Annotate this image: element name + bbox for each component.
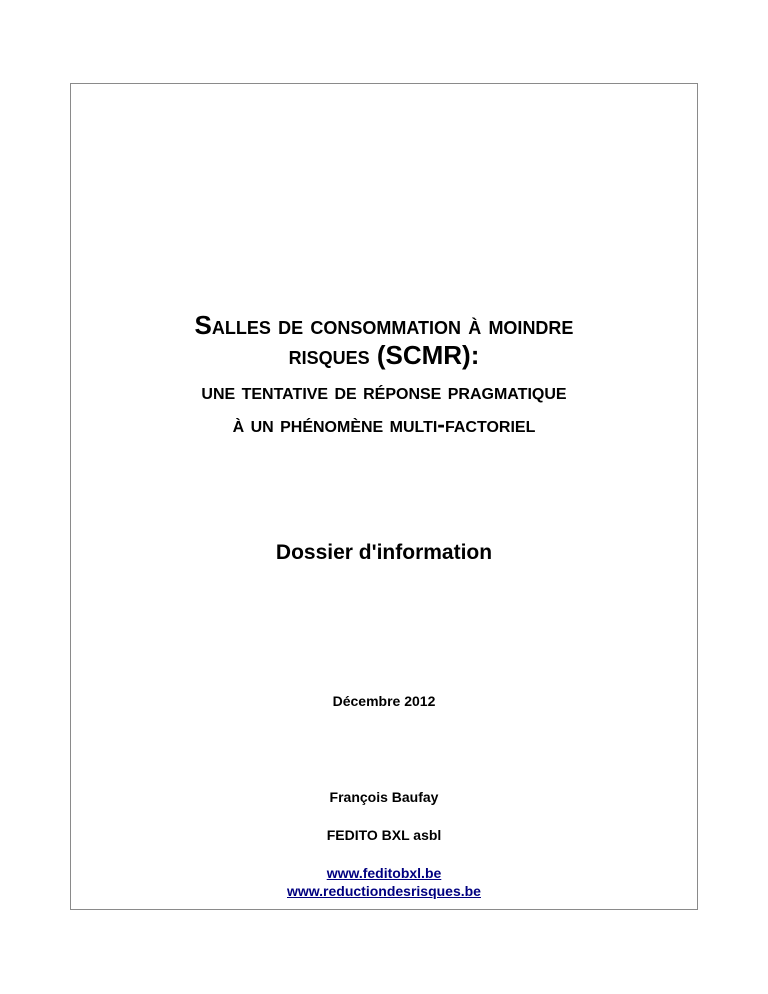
title-line-2: risques (SCMR): (288, 340, 480, 370)
title-line-4: à un phénomène multi-factoriel (232, 411, 536, 437)
publication-date: Décembre 2012 (332, 693, 436, 709)
title-line-1: Salles de consommation à moindre (194, 310, 574, 340)
title-line-3: une tentative de réponse pragmatique (201, 378, 567, 404)
page-border (70, 83, 698, 910)
document-subtitle: Dossier d'information (275, 541, 493, 564)
link-feditobxl[interactable]: www.feditobxl.be (326, 865, 442, 881)
link-reductiondesrisques[interactable]: www.reductiondesrisques.be (287, 883, 481, 899)
document-title (70, 310, 698, 439)
author-name: François Baufay (329, 789, 439, 805)
organization-name: FEDITO BXL asbl (326, 827, 442, 843)
website-links (70, 864, 698, 900)
